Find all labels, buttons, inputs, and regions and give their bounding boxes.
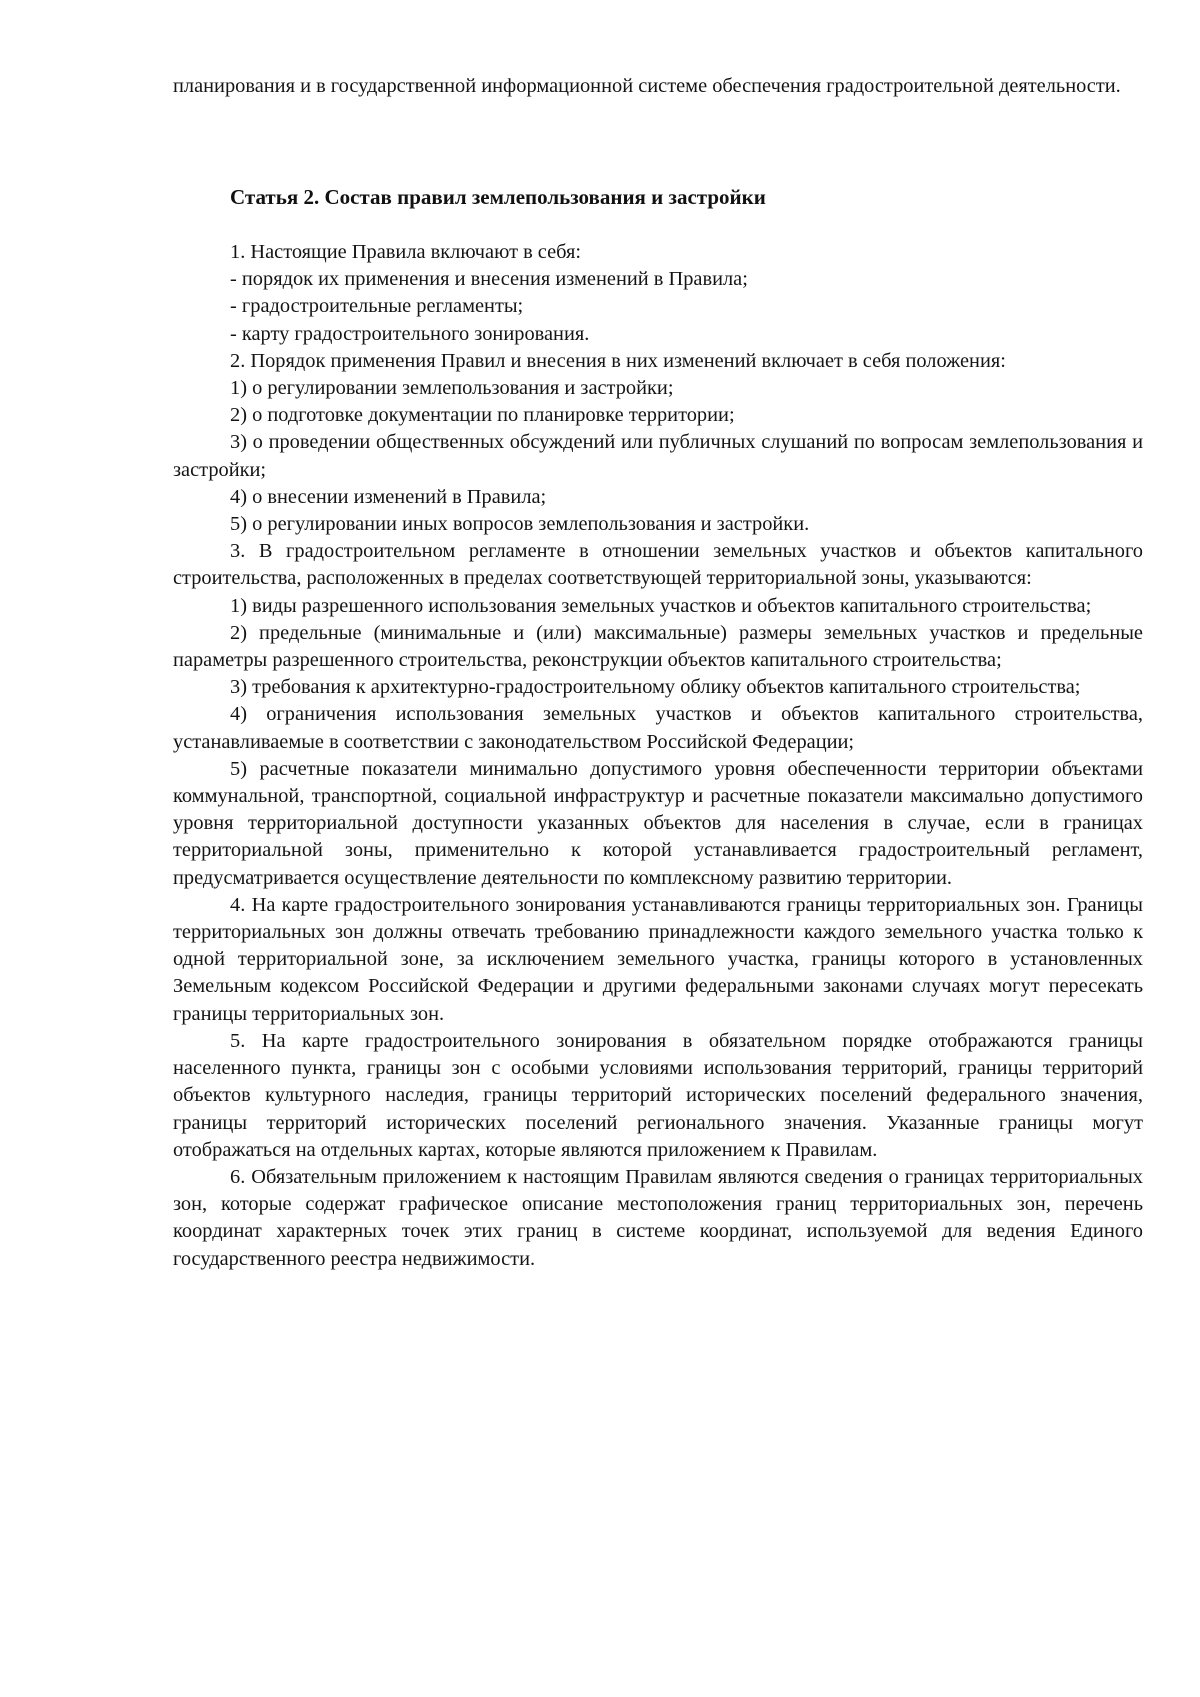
paragraph-3-item-3: 3) требования к архитектурно-градостроительному облику объектов капитального строительства; xyxy=(230,676,1081,699)
paragraph-2-item-5: 5) о регулировании иных вопросов землепользования и застройки. xyxy=(230,513,810,536)
continuation-block xyxy=(173,73,1143,100)
article-body xyxy=(173,239,1143,1273)
paragraph-2-item-2: 2) о подготовке документации по планировке территории; xyxy=(230,404,735,427)
paragraph-3-intro: 3. В градостроительном регламенте в отношении земельных участков и объектов капитального строительства, расположенных в пределах соответствующей территориальной зоны, указываются: xyxy=(173,540,1143,590)
paragraph-4: 4. На карте градостроительного зонирования устанавливаются границы территориальных зон. Границы территориальных зон должны отвечать требованию принадлежности каждого земельного участка только к одной территориальной зоне, за исключением земельного участка, границы которого в установленных Земельным кодексом Российской Федерации и другими федеральными законами случаях могут пересекать границы территориальных зон. xyxy=(173,893,1143,1025)
paragraph-1-item-order: - порядок их применения и внесения изменений в Правила; xyxy=(230,268,748,291)
paragraph-3-item-5: 5) расчетные показатели минимально допустимого уровня обеспеченности территории объектами коммунальной, транспортной, социальной инфраструктур и расчетные показатели максимально допустимого уровня территориальной доступности указанных объектов для населения в случае, если в границах территориальной зоны, применительно к которой устанавливается градостроительный регламент, предусматривается осуществление деятельности по комплексному развитию территории. xyxy=(173,757,1143,889)
paragraph-5: 5. На карте градостроительного зонирования в обязательном порядке отображаются границы населенного пункта, границы зон с особыми условиями использования территорий, границы территорий объектов культурного наследия, границы территорий исторических поселений федерального значения, границы территорий исторических поселений регионального значения. Указанные границы могут отображаться на отдельных картах, которые являются приложением к Правилам. xyxy=(173,1029,1143,1161)
paragraph-1-item-regulations: - градостроительные регламенты; xyxy=(230,295,524,318)
paragraph-2-item-3: 3) о проведении общественных обсуждений или публичных слушаний по вопросам землепользования и застройки; xyxy=(173,431,1143,481)
paragraph-1-intro: 1. Настоящие Правила включают в себя: xyxy=(230,241,582,263)
paragraph-3-item-2: 2) предельные (минимальные и (или) максимальные) размеры земельных участков и предельные параметры разрешенного строительства, реконструкции объектов капитального строительства; xyxy=(173,621,1143,672)
paragraph-2-intro: 2. Порядок применения Правил и внесения в них изменений включает в себя положения: xyxy=(230,349,1006,372)
paragraph-6: 6. Обязательным приложением к настоящим Правилам являются сведения о границах территориальных зон, которые содержат графическое описание местоположения границ территориальных зон, перечень координат характерных точек этих границ в системе координат, используемой для ведения Единого государственного реестра недвижимости. xyxy=(173,1165,1143,1270)
article-heading: Статья 2. Состав правил землепользования и застройки xyxy=(230,185,766,209)
paragraph-2-item-1: 1) о регулировании землепользования и застройки; xyxy=(230,377,674,400)
continuation-paragraph: планирования и в государственной информационной системе обеспечения градостроительной деятельности. xyxy=(173,75,1121,97)
paragraph-2-item-4: 4) о внесении изменений в Правила; xyxy=(230,485,547,508)
paragraph-3-item-4: 4) ограничения использования земельных участков и объектов капитального строительства, устанавливаемые в соответствии с законодательством Российской Федерации; xyxy=(173,703,1143,753)
paragraph-3-item-1: 1) виды разрешенного использования земельных участков и объектов капитального строительства; xyxy=(230,594,1092,617)
paragraph-1-item-map: - карту градостроительного зонирования. xyxy=(230,322,590,345)
